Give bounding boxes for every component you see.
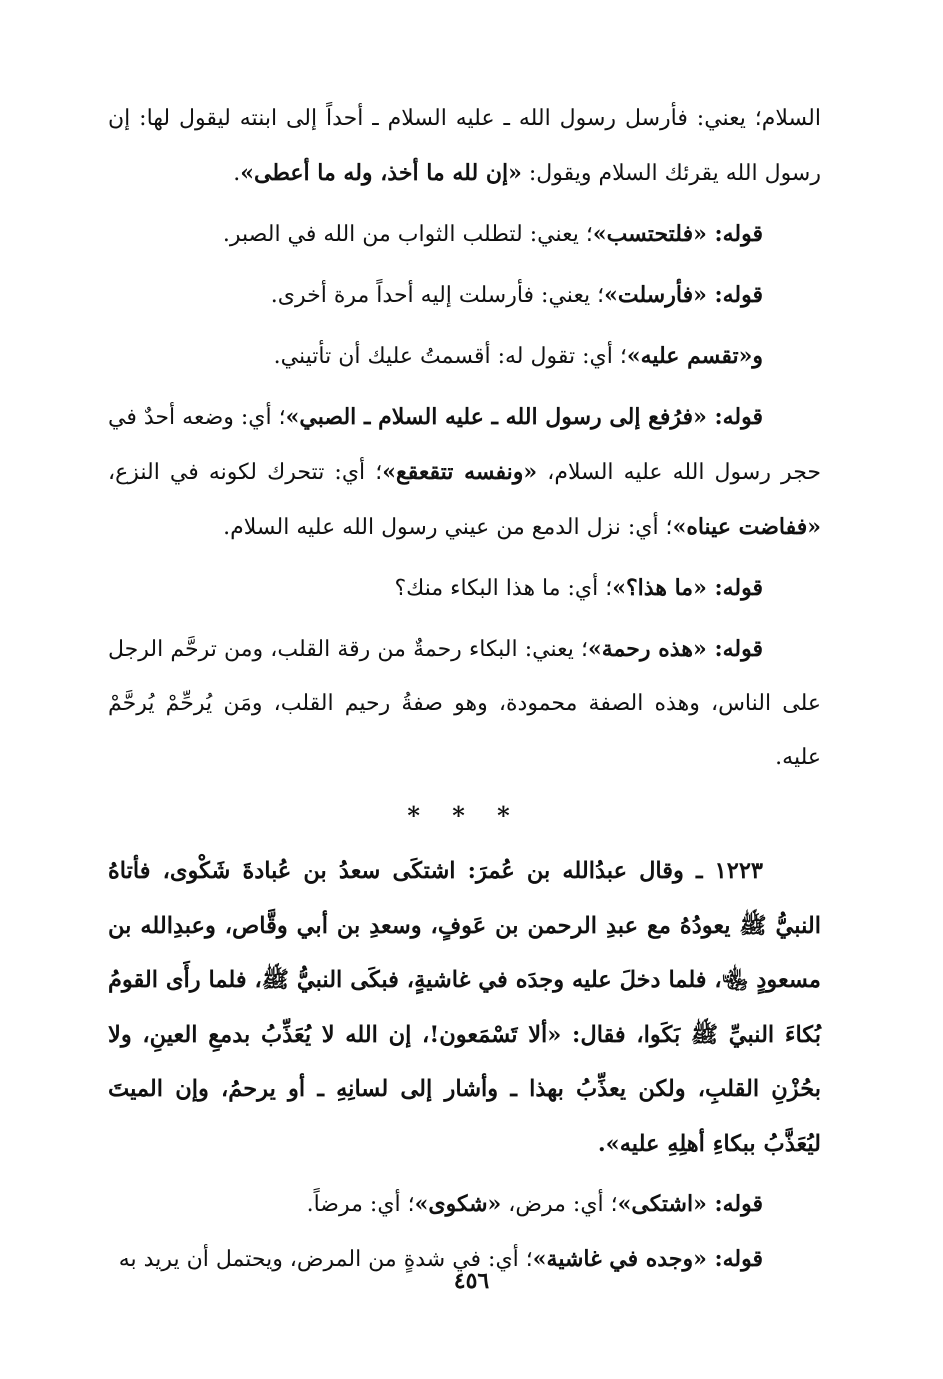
bold-term: «ونفسه تتقعقع» bbox=[382, 459, 538, 485]
bold-quote: «إن لله ما أخذ، وله ما أعطى» bbox=[240, 160, 522, 186]
text-segment: ؛ يعني: لتطلب الثواب من الله في الصبر. bbox=[222, 222, 593, 247]
bold-term: قوله: «وجده في غاشية» bbox=[532, 1246, 763, 1272]
page-number: ٤٥٦ bbox=[453, 1268, 490, 1294]
bold-term: قوله: «ما هذا؟» bbox=[612, 575, 763, 601]
text-segment: ؛ أي: تتحرك لكونه في النزع، bbox=[108, 460, 383, 485]
commentary-1 bbox=[108, 1177, 821, 1232]
bold-term: قوله: «هذه رحمة» bbox=[587, 636, 763, 662]
section-separator: * * * bbox=[407, 801, 522, 830]
paragraph-2 bbox=[108, 207, 821, 262]
text-segment: ؛ أي: مرضاً. bbox=[306, 1192, 415, 1217]
text-segment: . bbox=[233, 161, 241, 186]
text-segment: ؛ أي: في شدةٍ من المرض، ويحتمل أن يريد به bbox=[118, 1247, 533, 1272]
bold-term: «ففاضت عيناه» bbox=[672, 514, 821, 540]
text-segment: ؛ أي: مرض، bbox=[501, 1192, 618, 1217]
paragraph-4 bbox=[108, 329, 821, 384]
paragraph-5 bbox=[108, 390, 821, 555]
bold-term: و«تقسم عليه» bbox=[626, 343, 763, 369]
text-segment: ؛ يعني: البكاء رحمةٌ من رقة القلب، ومن ترحَّم الرجل على الناس، وهذه الصفة محمودة، وهو صفةُ رحيم القلب، ومَن يُرحِّمْ يُرحَّمْ عليه. bbox=[108, 637, 821, 770]
text-segment: السلام؛ يعني: فأرسل رسول الله ـ عليه السلام ـ أحداً إلى ابنته ليقول لها: إن رسول الله يقرئك السلام ويقول: bbox=[108, 106, 821, 186]
bold-term: «شكوى» bbox=[414, 1191, 502, 1217]
text-segment: ؛ أي: نزل الدمع من عيني رسول الله عليه السلام. bbox=[223, 515, 673, 540]
paragraph-6 bbox=[108, 561, 821, 616]
hadith-1223 bbox=[108, 844, 821, 1171]
bold-term: قوله: «فرُفع إلى رسول الله ـ عليه السلام ـ الصبي» bbox=[285, 404, 764, 430]
text-segment: ؛ أي: ما هذا البكاء منك؟ bbox=[394, 576, 613, 601]
text-segment: ؛ يعني: فأرسلت إليه أحداً مرة أخرى. bbox=[270, 283, 605, 308]
text-segment: ؛ أي: تقول له: أقسمتُ عليك أن تأتيني. bbox=[273, 344, 627, 369]
bold-term: قوله: «فلتحتسب» bbox=[592, 221, 763, 247]
paragraph-1 bbox=[108, 92, 821, 201]
bold-term: قوله: «اشتكى» bbox=[617, 1191, 763, 1217]
hadith-text: ١٢٢٣ ـ وقال عبدُالله بن عُمرَ: اشتكَى سعدُ بن عُبادةَ شَكْوى، فأتاهُ النبيُّ ﷺ يعودُهُ مع عبدِ الرحمن بن عَوفٍ، وسعدِ بن أبي وقَّاص، وعبدِالله بن مسعودٍ ﵄، فلما دخلَ عليه وجدَه في غاشيةٍ، فبكَى النبيُّ ﷺ، فلما رأَى القومُ بُكاءَ النبيِّ ﷺ بَكَوا، فقال: «ألا تَسْمَعون!، إن الله لا يُعَذِّبُ بدمعِ العينِ، ولا بحُزْنِ القلبِ، ولكن يعذِّبُ بهذا ـ وأشار إلى لسانِهِ ـ أو يرحمُ، وإن الميتَ ليُعَذَّبُ ببكاءِ أهلِهِ عليه». bbox=[108, 858, 821, 1157]
paragraph-3 bbox=[108, 268, 821, 323]
text-segment: ؛ أي: وضعه أحدٌ في حجر رسول الله عليه السلام، bbox=[108, 405, 821, 485]
bold-term: قوله: «فأرسلت» bbox=[604, 282, 763, 308]
paragraph-7 bbox=[108, 622, 821, 785]
